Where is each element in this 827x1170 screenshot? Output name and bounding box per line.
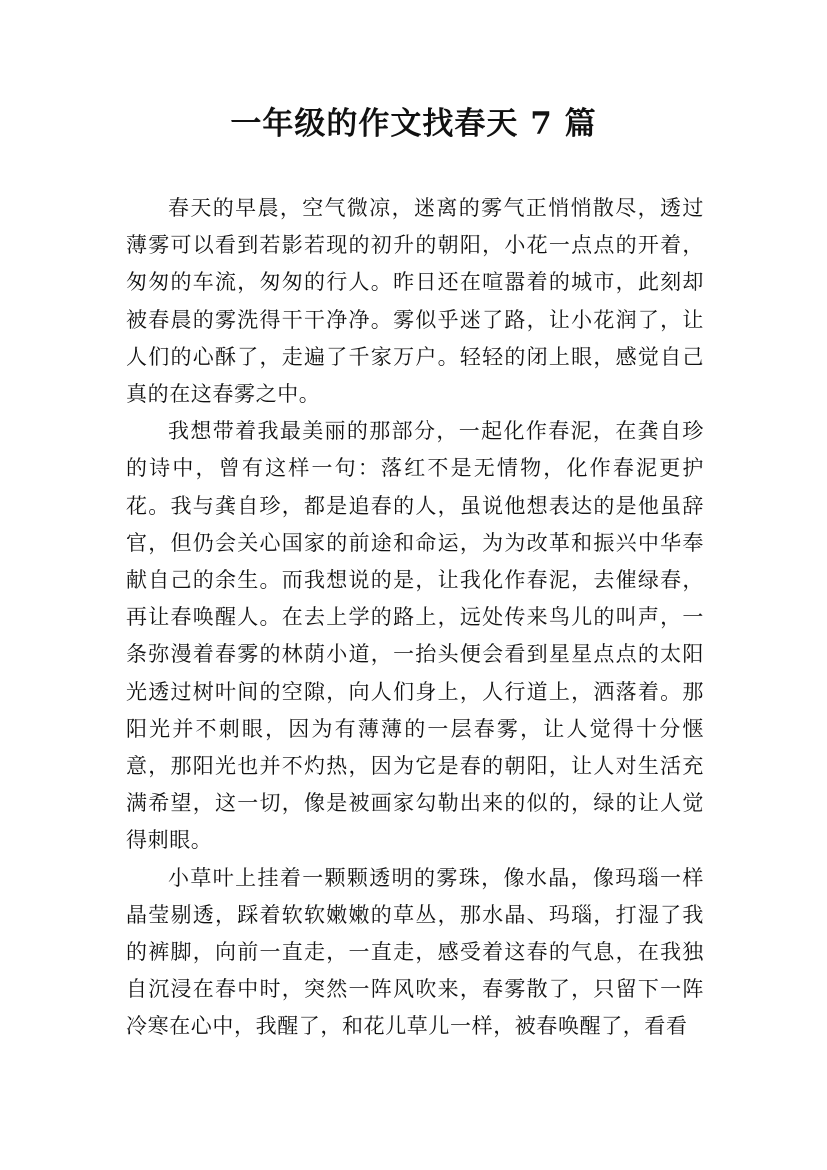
paragraph-3: 小草叶上挂着一颗颗透明的雾珠，像水晶，像玛瑙一样晶莹剔透，踩着软软嫩嫩的草丛，那水晶、玛瑙，打湿了我的裤脚，向前一直走，一直走，感受着这春的气息，在我独自沉浸在春中时，突然一阵风吹来，春雾散了，只留下一阵冷寒在心中，我醒了，和花儿草儿一样，被春唤醒了，看看 xyxy=(126,865,704,1039)
article-body xyxy=(126,190,704,1046)
paragraph-1: 春天的早晨，空气微凉，迷离的雾气正悄悄散尽，透过薄雾可以看到若影若现的初升的朝阳，小花一点点的开着，匆匆的车流，匆匆的行人。昨日还在喧嚣着的城市，此刻却被春晨的雾洗得干干净净。雾似乎迷了路，让小花润了，让人们的心酥了，走遍了千家万户。轻轻的闭上眼，感觉自己真的在这春雾之中。 xyxy=(126,196,704,407)
paragraph-2: 我想带着我最美丽的那部分，一起化作春泥，在龚自珍的诗中，曾有这样一句：落红不是无情物，化作春泥更护花。我与龚自珍，都是追春的人，虽说他想表达的是他虽辞官，但仍会关心国家的前途和命运，为为改革和振兴中华奉献自己的余生。而我想说的是，让我化作春泥，去催绿春，再让春唤醒人。在去上学的路上，远处传来鸟儿的叫声，一条弥漫着春雾的林荫小道，一抬头便会看到星星点点的太阳光透过树叶间的空隙，向人们身上，人行道上，洒落着。那阳光并不刺眼，因为有薄薄的一层春雾，让人觉得十分惬意，那阳光也并不灼热，因为它是春的朝阳，让人对生活充满希望，这一切，像是被画家勾勒出来的似的，绿的让人觉得刺眼。 xyxy=(126,419,704,853)
page-title: 一年级的作文找春天 7 篇 xyxy=(230,106,597,142)
